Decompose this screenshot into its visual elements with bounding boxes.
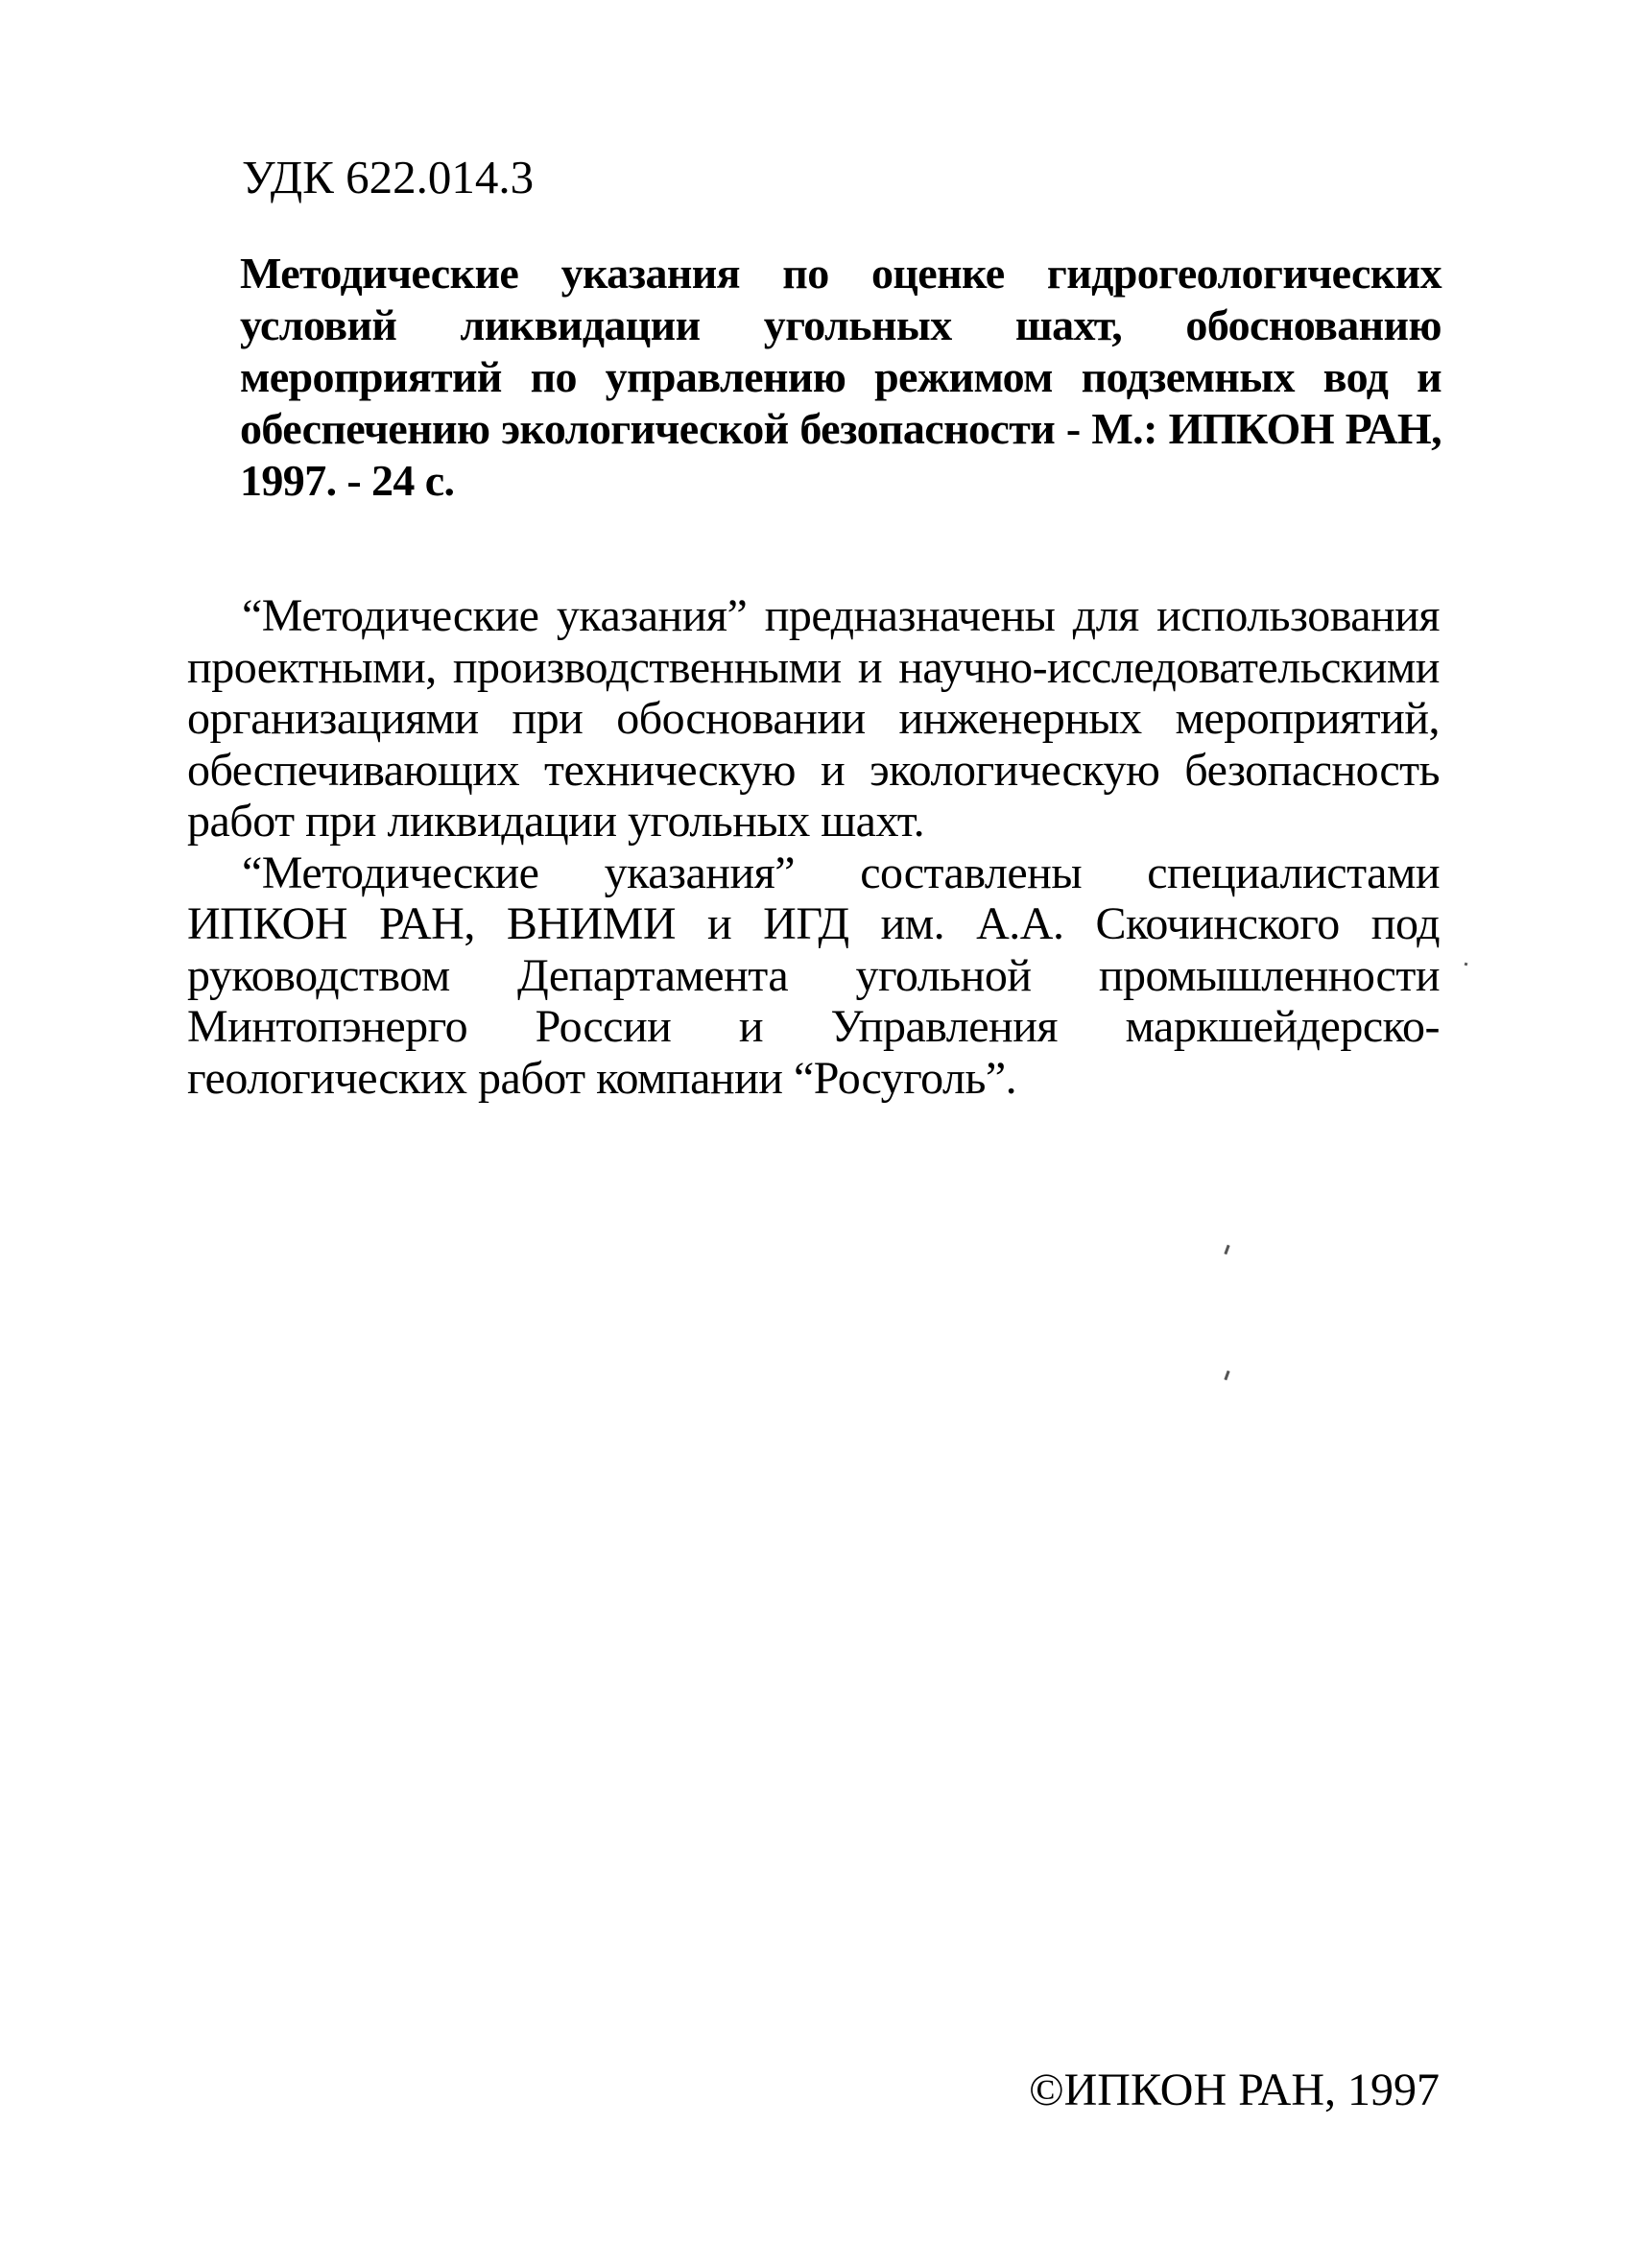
udc-code: УДК 622.014.3 — [242, 151, 535, 203]
annotation — [187, 590, 1440, 1104]
scan-speck — [1224, 1371, 1229, 1380]
bibliographic-entry: Методические указания по оценке гидрогеологических условий ликвидации угольных шахт, обоснованию мероприятий по управлению режимом подземных вод и обеспечению экологической безопасности - М.: ИПКОН РАН, 1997. - 24 с. — [240, 249, 1441, 505]
copyright-notice: ©ИПКОН РАН, 1997 — [1029, 2065, 1440, 2115]
scan-speck — [1224, 1245, 1229, 1254]
annotation-paragraph-1: “Методические указания” предназначены для использования проектными, производственными и научно-исследовательскими организациями при обосновании инженерных мероприятий, обеспечивающих техническую и экологическую безопасность работ при ликвидации угольных шахт. — [187, 590, 1440, 847]
scan-speck — [1465, 963, 1468, 967]
annotation-paragraph-2: “Методические указания” составлены специалистами ИПКОН РАН, ВНИМИ и ИГД им. А.А. Скочинского под руководством Департамента угольной промышленности Минтопэнерго России и Управления маркшейдерско-геологических работ компании “Росуголь”. — [187, 847, 1440, 1104]
